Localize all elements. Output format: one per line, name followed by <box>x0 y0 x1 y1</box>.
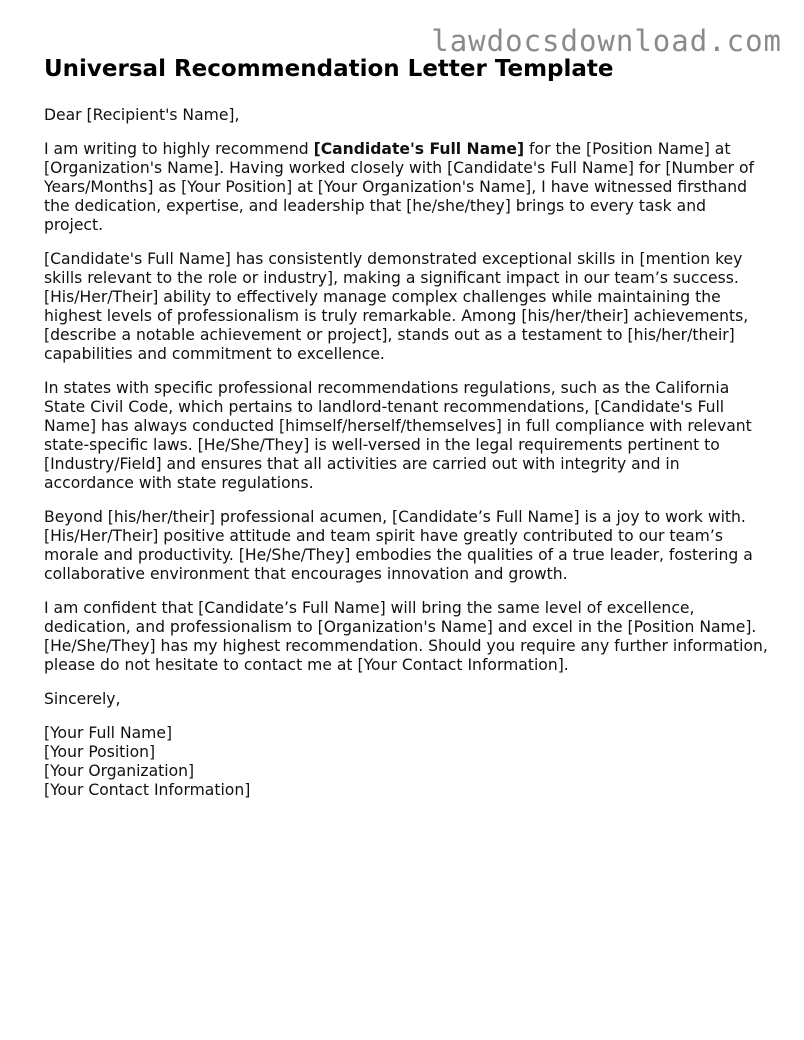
signature-block <box>44 724 768 800</box>
candidate-name-bold: [Candidate's Full Name] <box>313 140 525 158</box>
conclusion-paragraph: I am confident that [Candidate’s Full Name] will bring the same level of excellence, dedication, and professionalism to [Organization's Name] and excel in the [Position Name]. [He/She/They] has my highest recommendation. Should you require any further information, please do not hesitate to contact me at [Your Contact Information]. <box>44 599 768 674</box>
closing: Sincerely, <box>44 690 121 708</box>
signature-contact-information: [Your Contact Information] <box>44 781 251 799</box>
intro-paragraph <box>44 140 768 235</box>
document-title: Universal Recommendation Letter Template <box>44 56 614 82</box>
signature-full-name: [Your Full Name] <box>44 724 173 742</box>
compliance-paragraph: In states with specific professional recommendations regulations, such as the California State Civil Code, which pertains to landlord-tenant recommendations, [Candidate's Full Name] has always conducted [himself/herself/themselves] in full compliance with relevant state-specific laws. [He/She/They] is well-versed in the legal requirements pertinent to [Industry/Field] and ensures that all activities are carried out with integrity and in accordance with state regulations. <box>44 379 752 492</box>
intro-text-after: for the [Position Name] at [Organization's Name]. Having worked closely with [Candidate's Full Name] for [Number of Years/Months] as [Your Position] at [Your Organization's Name], I have witnessed firsthand the dedication, expertise, and leadership that [he/she/they] brings to every task and project. <box>44 140 755 234</box>
letter-document <box>44 54 768 800</box>
character-paragraph: Beyond [his/her/their] professional acumen, [Candidate’s Full Name] is a joy to work with. [His/Her/Their] positive attitude and team spirit have greatly contributed to our team’s morale and productivity. [He/She/They] embodies the qualities of a true leader, fostering a collaborative environment that encourages innovation and growth. <box>44 508 753 583</box>
salutation: Dear [Recipient's Name], <box>44 106 240 124</box>
signature-position: [Your Position] <box>44 743 156 761</box>
intro-text-before: I am writing to highly recommend <box>44 140 314 158</box>
signature-organization: [Your Organization] <box>44 762 195 780</box>
watermark-text: lawdocsdownload.com <box>431 24 782 58</box>
skills-paragraph: [Candidate's Full Name] has consistently demonstrated exceptional skills in [mention key skills relevant to the role or industry], making a significant impact in our team’s success. [His/Her/Their] ability to effectively manage complex challenges while maintaining the highest levels of professionalism is truly remarkable. Among [his/her/their] achievements, [describe a notable achievement or project], stands out as a testament to [his/her/their] capabilities and commitment to excellence. <box>44 250 749 363</box>
